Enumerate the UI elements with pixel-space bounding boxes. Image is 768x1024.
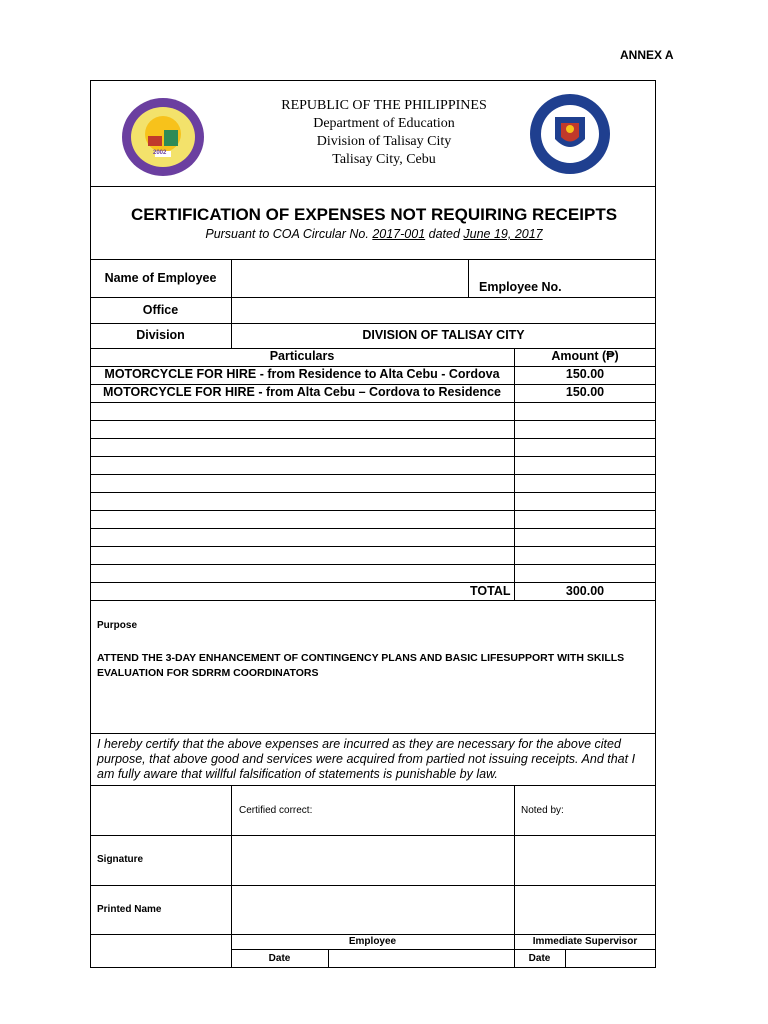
divider [90,546,656,547]
subtitle-circular: 2017-001 [372,227,426,241]
divider [90,582,656,583]
purpose-label: Purpose [97,620,138,631]
employee-no-label: Employee No. [479,280,562,294]
division-seal-year: 2002 [153,150,167,156]
table-row-particulars: MOTORCYCLE FOR HIRE - from Residence to Alta Cebu - Cordova [104,367,500,381]
employee-column-label: Employee [348,936,397,947]
divider [328,949,329,968]
divider [90,785,656,786]
divider [90,600,656,601]
table-row-amount: 150.00 [565,385,605,399]
subtitle-prefix: Pursuant to COA Circular No. [205,227,373,241]
supervisor-column-label: Immediate Supervisor [532,936,638,947]
name-of-employee-field[interactable] [236,262,464,294]
division-value: DIVISION OF TALISAY CITY [362,328,525,342]
divider [90,564,656,565]
divider [90,323,656,324]
header-line-1: REPUBLIC OF THE PHILIPPINES [281,98,487,113]
purpose-text: ATTEND THE 3-DAY ENHANCEMENT OF CONTINGENCY PLANS AND BASIC LIFESUPPORT WITH SKILLS EVALUATION FOR SDRRM COORDINATORS [97,652,625,679]
header-line-3: Division of Talisay City [316,134,452,149]
office-field[interactable] [236,299,651,321]
divider [90,528,656,529]
supervisor-signature-field[interactable] [517,838,653,882]
form-subtitle [92,227,656,241]
division-label: Division [136,328,185,342]
printed-name-label: Printed Name [97,904,162,915]
divider [90,420,656,421]
table-row-particulars: MOTORCYCLE FOR HIRE - from Alta Cebu – Cordova to Residence [103,385,501,399]
total-value: 300.00 [565,584,605,598]
deped-seal-icon [527,93,613,175]
form-title: CERTIFICATION OF EXPENSES NOT REQUIRING RECEIPTS [130,205,618,224]
certification-statement: I hereby certify that the above expenses are incurred as they are necessary for the above cited purpose, that above good and services were acquired from partied not issuing receipts. And that I am fully aware that willful falsification of statements is punishable by law. [97,737,636,781]
supervisor-date-field[interactable] [568,951,653,966]
divider [90,438,656,439]
particulars-header: Particulars [269,349,335,363]
division-seal-icon [120,96,206,178]
employee-printed-name-field[interactable] [234,888,511,932]
signature-label: Signature [97,854,144,865]
office-label: Office [142,303,179,317]
employee-date-field[interactable] [331,951,511,966]
divider [90,733,656,734]
divider [90,456,656,457]
employee-signature-field[interactable] [234,838,511,882]
subtitle-middle: dated [425,227,464,241]
certified-correct-label: Certified correct: [239,805,313,816]
total-label: TOTAL [470,584,511,598]
divider [565,949,566,968]
name-of-employee-label: Name of Employee [104,271,217,285]
header-line-2: Department of Education [313,116,455,131]
noted-by-label: Noted by: [521,805,564,816]
amount-header: Amount (₱) [551,349,619,363]
divider [90,259,656,260]
employee-date-label: Date [268,953,291,964]
table-row-amount: 150.00 [565,367,605,381]
divider [90,510,656,511]
divider [90,402,656,403]
divider [90,474,656,475]
divider [231,949,656,950]
subtitle-date: June 19, 2017 [463,227,543,241]
divider [90,835,656,836]
divider [90,297,656,298]
divider [90,885,656,886]
divider [90,934,656,935]
supervisor-printed-name-field[interactable] [517,888,653,932]
divider [468,259,469,297]
header-line-4: Talisay City, Cebu [332,152,436,167]
supervisor-date-label: Date [528,953,551,964]
divider [90,186,656,187]
divider [90,492,656,493]
annex-label: ANNEX A [620,48,674,62]
